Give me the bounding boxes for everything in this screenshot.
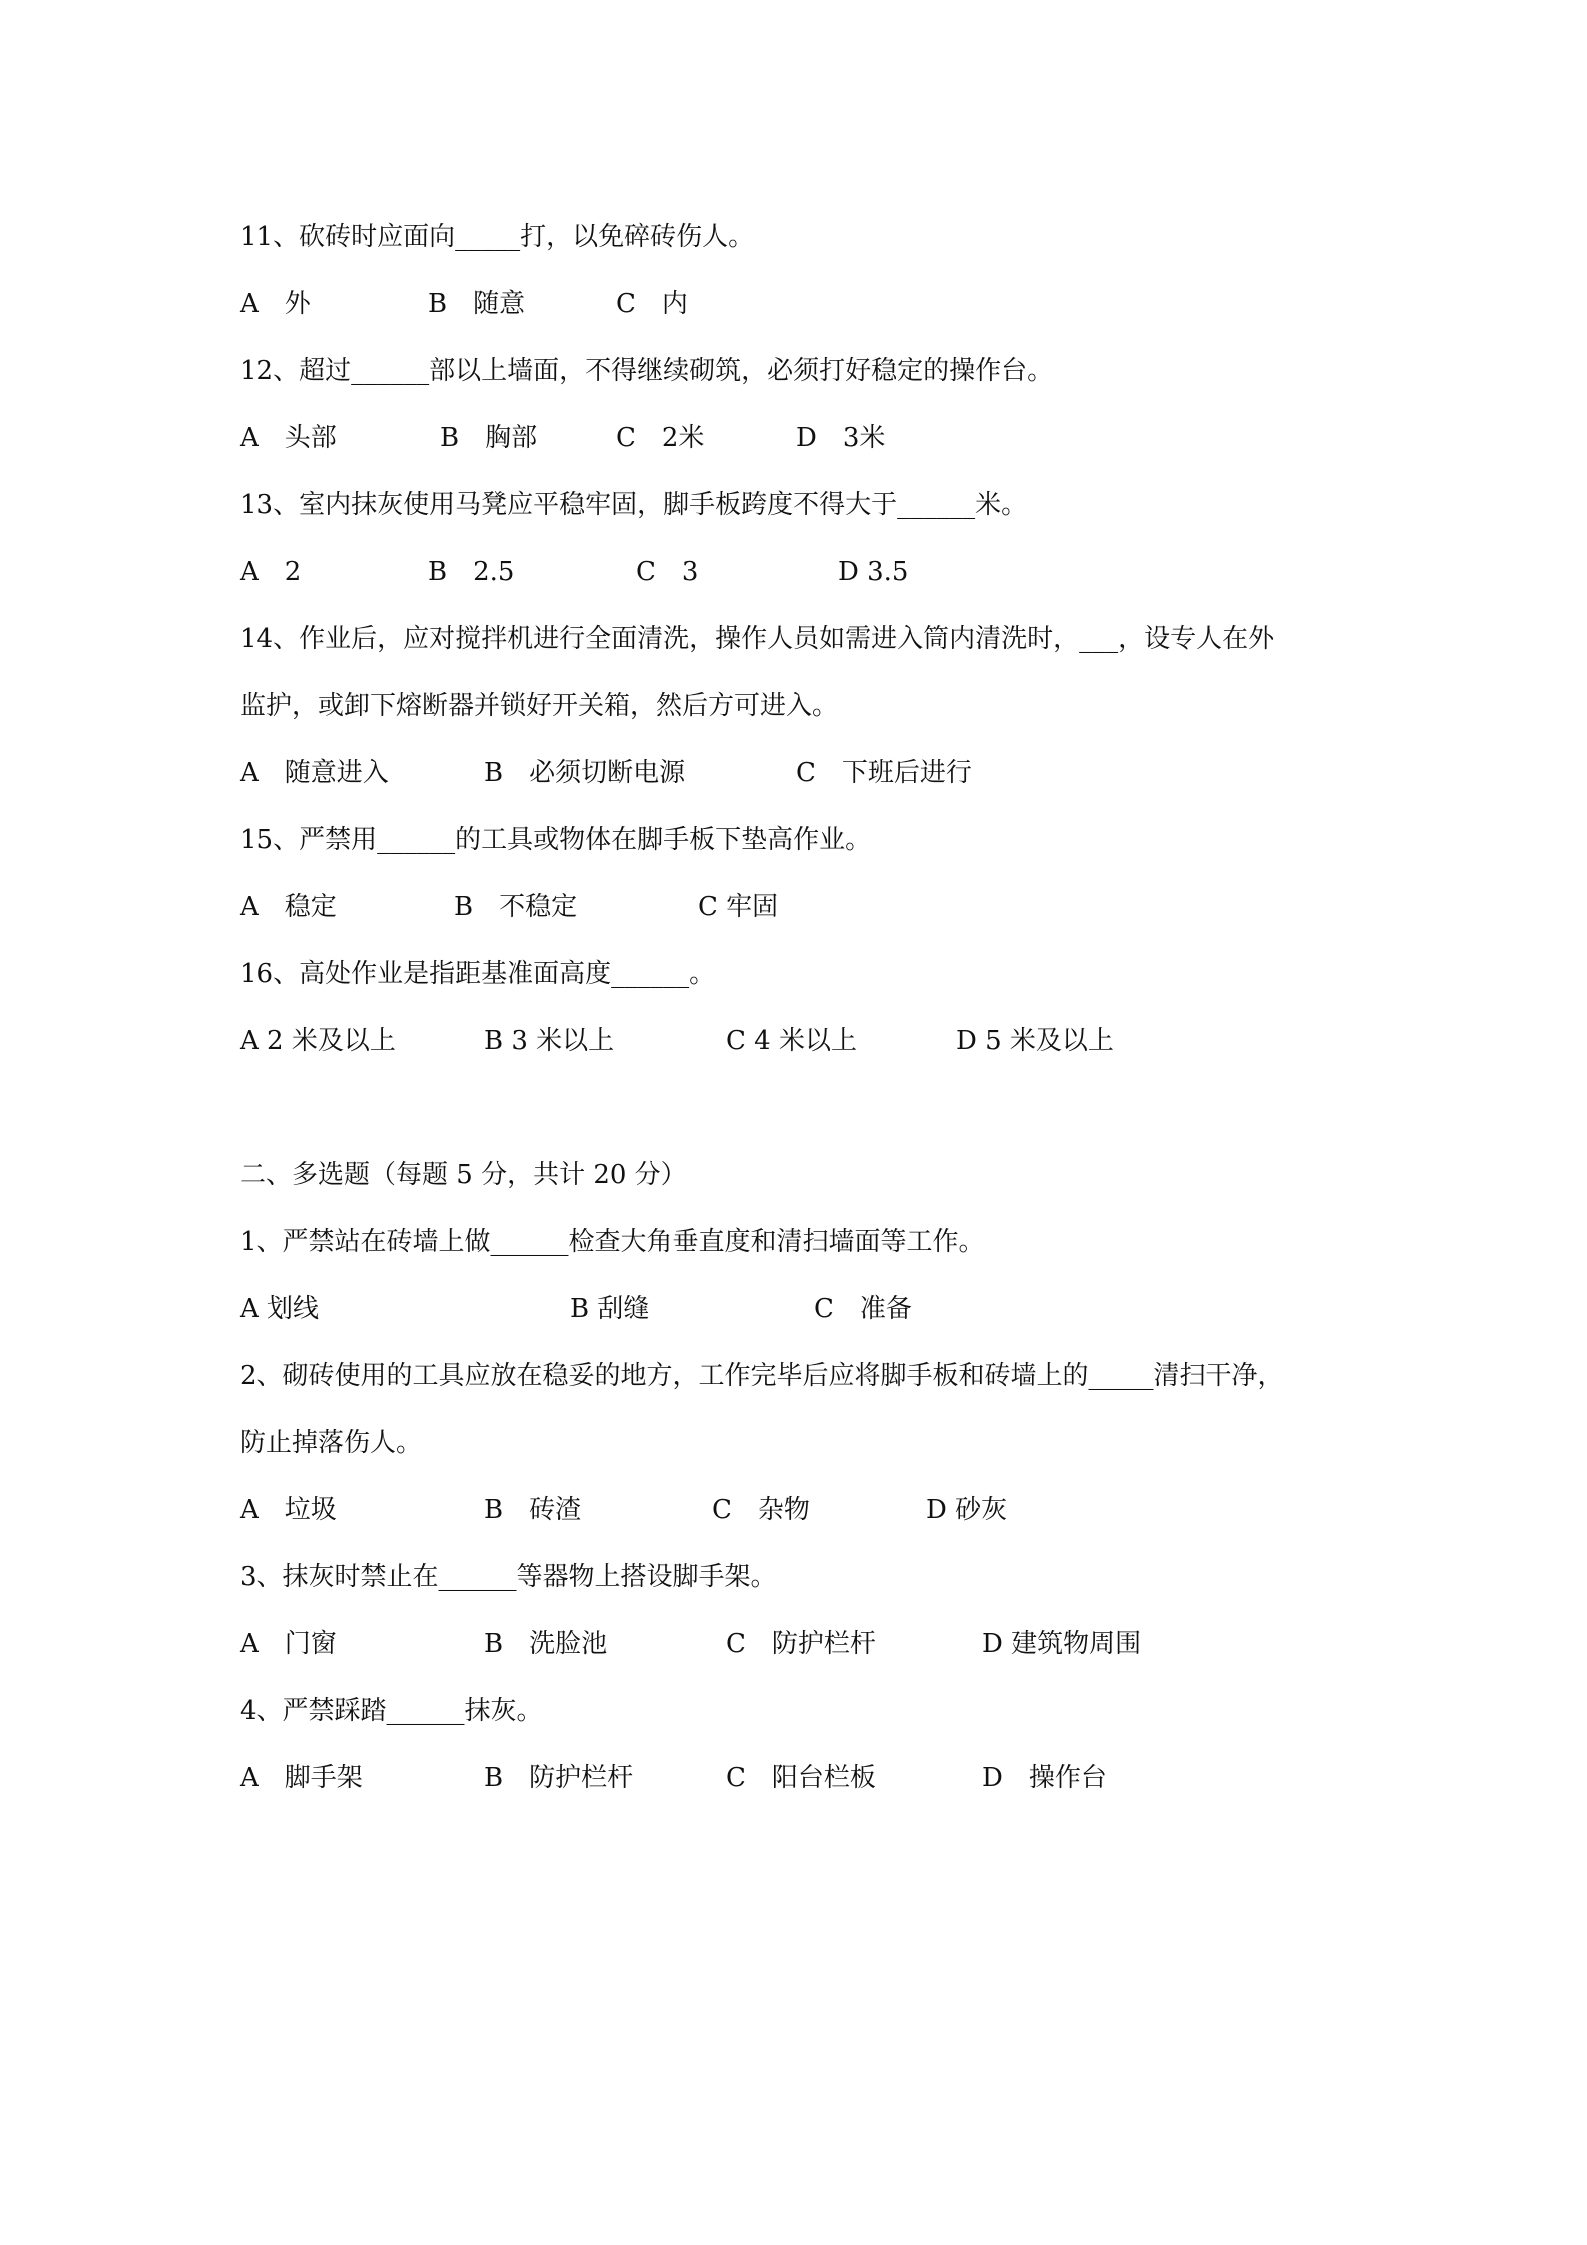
option-c: C 防护栏杆: [726, 1629, 876, 1659]
options-15: [240, 890, 1340, 924]
option-a: A 头部: [240, 423, 337, 453]
options-13: [240, 555, 1340, 589]
question-12: 12、超过______部以上墙面，不得继续砌筑，必须打好稳定的操作台。: [240, 356, 1054, 386]
multi-question-1: 1、严禁站在砖墙上做______检查大角垂直度和清扫墙面等工作。: [240, 1227, 985, 1257]
option-b: B 刮缝: [570, 1294, 650, 1324]
options-14: [240, 756, 1340, 790]
option-a: A 垃圾: [240, 1495, 337, 1525]
question-14-line-2: 监护，或卸下熔断器并锁好开关箱，然后方可进入。: [240, 691, 839, 721]
multi-options-1: [240, 1292, 1340, 1326]
multi-options-2: [240, 1493, 1340, 1527]
option-a: A 门窗: [240, 1629, 337, 1659]
options-12: [240, 421, 1340, 455]
question-13: 13、室内抹灰使用马凳应平稳牢固，脚手板跨度不得大于______米。: [240, 490, 1028, 520]
question-11: 11、砍砖时应面向_____打，以免碎砖伤人。: [240, 222, 755, 252]
option-d: D 砂灰: [926, 1495, 1008, 1525]
option-c: C 牢固: [698, 892, 779, 922]
multi-options-3: [240, 1627, 1340, 1661]
option-d: D 5 米及以上: [956, 1026, 1114, 1056]
option-c: C 2米: [616, 423, 705, 453]
option-a: A 划线: [240, 1294, 320, 1324]
option-b: B 防护栏杆: [484, 1763, 634, 1793]
option-c: C 准备: [814, 1294, 912, 1324]
option-a: A 脚手架: [240, 1763, 363, 1793]
option-b: B 洗脸池: [484, 1629, 608, 1659]
multi-options-4: [240, 1761, 1340, 1795]
option-a: A 2: [240, 557, 302, 587]
multi-question-2-line-2: 防止掉落伤人。: [240, 1428, 423, 1458]
option-d: D 3.5: [838, 557, 909, 587]
option-a: A 2 米及以上: [240, 1026, 396, 1056]
option-b: B 不稳定: [454, 892, 578, 922]
option-c: C 下班后进行: [796, 758, 972, 788]
option-d: D 3米: [796, 423, 886, 453]
option-b: B 必须切断电源: [484, 758, 686, 788]
option-a: A 稳定: [240, 892, 337, 922]
option-b: B 砖渣: [484, 1495, 582, 1525]
multi-question-2-line-1: 2、砌砖使用的工具应放在稳妥的地方，工作完毕后应将脚手板和砖墙上的_____清扫干净，: [240, 1361, 1284, 1391]
option-b: B 2.5: [428, 557, 515, 587]
option-c: C 4 米以上: [726, 1026, 857, 1056]
option-c: C 阳台栏板: [726, 1763, 876, 1793]
option-c: C 杂物: [712, 1495, 810, 1525]
multi-question-3: 3、抹灰时禁止在______等器物上搭设脚手架。: [240, 1562, 777, 1592]
option-a: A 外: [240, 289, 311, 319]
option-b: B 胸部: [440, 423, 538, 453]
option-a: A 随意进入: [240, 758, 389, 788]
option-b: B 随意: [428, 289, 526, 319]
option-c: C 内: [616, 289, 688, 319]
question-14-line-1: 14、作业后，应对搅拌机进行全面清洗，操作人员如需进入筒内清洗时，___，设专人在外: [240, 624, 1275, 654]
question-16: 16、高处作业是指距基准面高度______。: [240, 959, 716, 989]
multi-question-4: 4、严禁踩踏______抹灰。: [240, 1696, 543, 1726]
option-d: D 操作台: [982, 1763, 1107, 1793]
options-16: [240, 1024, 1340, 1058]
option-b: B 3 米以上: [484, 1026, 615, 1056]
option-c: C 3: [636, 557, 699, 587]
options-11: [240, 287, 1340, 321]
question-15: 15、严禁用______的工具或物体在脚手板下垫高作业。: [240, 825, 872, 855]
section-heading: 二、多选题（每题 5 分，共计 20 分）: [240, 1160, 687, 1190]
option-d: D 建筑物周围: [982, 1629, 1142, 1659]
